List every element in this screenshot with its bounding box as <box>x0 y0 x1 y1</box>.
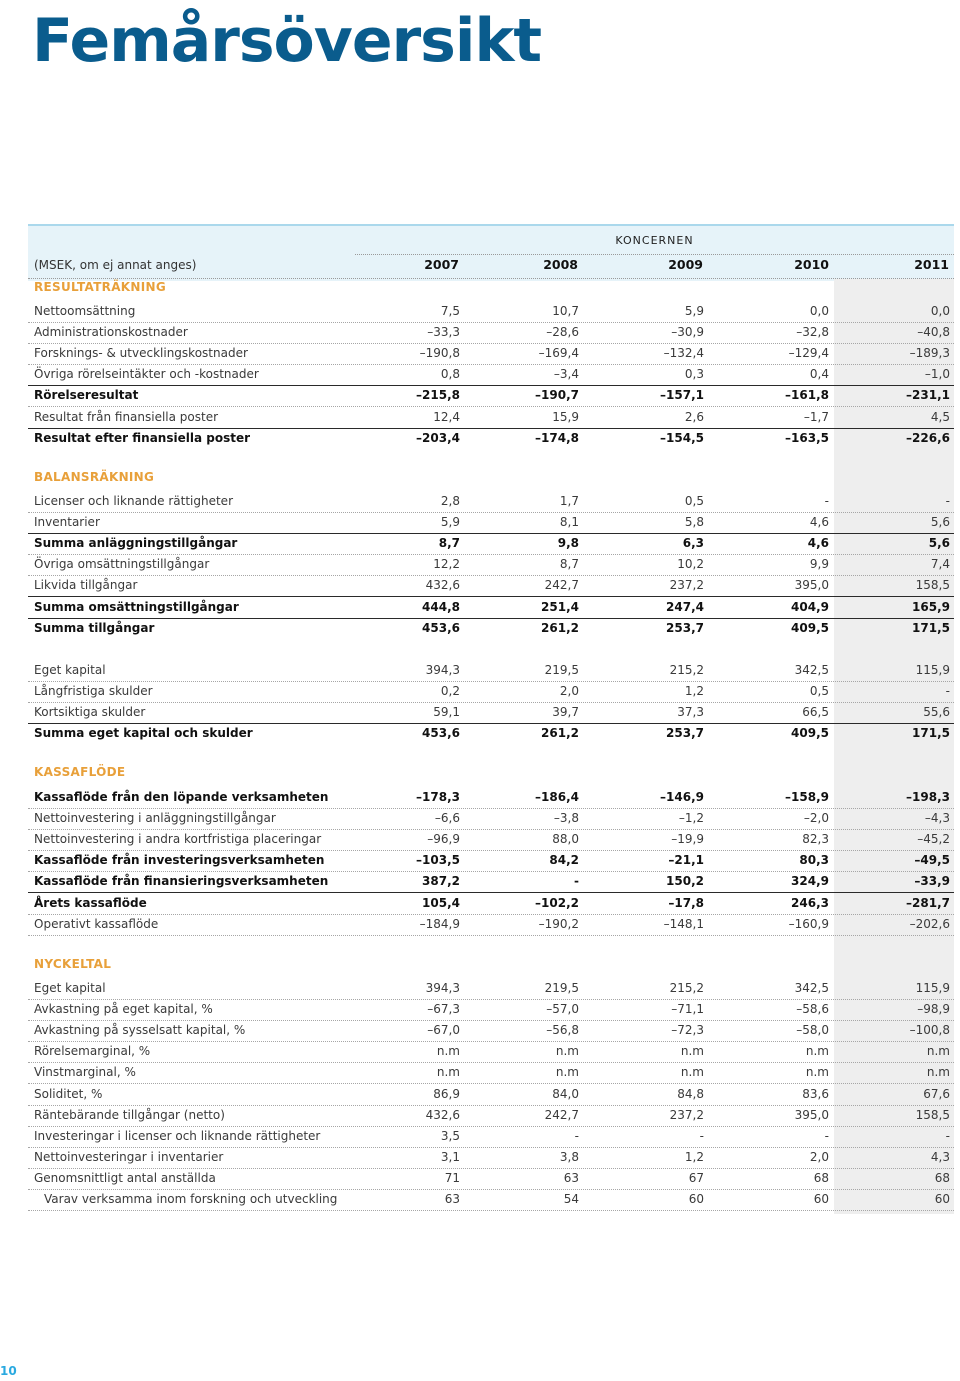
cell-2011: –98,9 <box>917 1002 950 1017</box>
table-row <box>28 385 954 407</box>
cell-2011: 158,5 <box>915 1107 950 1122</box>
cell-2011: 4,5 <box>930 409 950 424</box>
cell-2010: 4,6 <box>809 515 829 530</box>
cell-2009: 37,3 <box>677 705 704 720</box>
table-row <box>28 1168 954 1190</box>
row-label: Resultat efter finansiella poster <box>34 430 250 445</box>
cell-2009: 253,7 <box>666 726 704 741</box>
cell-2007: n.m <box>436 1044 460 1059</box>
year-header-2007: 2007 <box>424 257 459 272</box>
cell-2010: 4,6 <box>807 536 829 551</box>
cell-2007: 86,9 <box>433 1086 460 1101</box>
year-header-2009: 2009 <box>668 257 703 272</box>
cell-2009: –71,1 <box>671 1002 704 1017</box>
cell-2007: –6,6 <box>434 811 460 826</box>
row-label: Kassaflöde från den löpande verksamheten <box>34 790 329 804</box>
row-label: Vinstmarginal, % <box>34 1065 136 1080</box>
cell-2007: 387,2 <box>422 874 460 889</box>
row-label: Avkastning på eget kapital, % <box>34 1002 213 1017</box>
cell-2010: 246,3 <box>791 895 829 910</box>
section-heading-nyckeltal: NYCKELTAL <box>34 957 112 971</box>
cell-2007: –215,8 <box>416 388 460 403</box>
cell-2008: 84,0 <box>552 1086 579 1101</box>
page-title: Femårsöversikt <box>32 6 542 76</box>
cell-2007: 2,8 <box>440 494 460 508</box>
row-label: Investeringar i licenser och liknande rättigheter <box>34 1128 321 1143</box>
cell-2008: –3,4 <box>553 367 579 382</box>
cell-2010: 80,3 <box>799 853 829 868</box>
cell-2008: –3,8 <box>553 811 579 826</box>
table-header-band <box>28 224 954 281</box>
row-label: Varav verksamma inom forskning och utveckling <box>44 1192 338 1206</box>
cell-2010: 342,5 <box>794 663 829 677</box>
page-number: 10 <box>0 1364 17 1378</box>
cell-2007: 453,6 <box>422 620 460 635</box>
cell-2010: 395,0 <box>794 578 829 593</box>
cell-2008: –169,4 <box>538 346 579 361</box>
cell-2011: n.m <box>926 1044 950 1059</box>
cell-2011: 4,3 <box>930 1149 950 1164</box>
cell-2009: –157,1 <box>660 388 704 403</box>
row-label: Övriga rörelseintäkter och -kostnader <box>34 367 259 382</box>
row-label: Forsknings- & utvecklingskostnader <box>34 346 248 361</box>
row-label: Eget kapital <box>34 663 106 677</box>
cell-2007: –67,3 <box>427 1002 460 1017</box>
cell-2008: 9,8 <box>557 536 579 551</box>
cell-2009: 247,4 <box>666 599 704 614</box>
cell-2011: n.m <box>926 1065 950 1080</box>
row-label: Summa omsättningstillgångar <box>34 599 239 614</box>
cell-2011: –40,8 <box>917 325 950 340</box>
row-label: Rörelseresultat <box>34 388 139 403</box>
cell-2010: –129,4 <box>788 346 829 361</box>
table-row <box>28 407 954 429</box>
cell-2010: –32,8 <box>796 325 829 340</box>
cell-2011: –4,3 <box>924 811 950 826</box>
section-heading-balansrakning: BALANSRÄKNING <box>34 470 155 484</box>
cell-2010: - <box>824 1128 829 1143</box>
cell-2008: 63 <box>563 1170 579 1185</box>
table-row <box>28 1126 954 1148</box>
cell-2008: n.m <box>555 1044 579 1059</box>
table-row <box>28 322 954 344</box>
table-row <box>28 618 954 639</box>
cell-2008: 84,2 <box>549 853 579 868</box>
cell-2010: 2,0 <box>809 1149 829 1164</box>
row-label: Långfristiga skulder <box>34 684 153 699</box>
section-heading-resultatrakning: RESULTATRÄKNING <box>34 280 167 294</box>
cell-2009: –72,3 <box>671 1023 704 1038</box>
cell-2010: 409,5 <box>791 726 829 741</box>
cell-2010: 9,9 <box>809 557 829 572</box>
cell-2011: - <box>945 494 950 508</box>
cell-2008: 2,0 <box>559 684 579 699</box>
table-row <box>28 787 954 809</box>
table-row <box>28 999 954 1021</box>
table-row <box>28 871 954 893</box>
cell-2009: 237,2 <box>669 578 704 593</box>
five-year-overview-table <box>28 224 954 1214</box>
cell-2010: 82,3 <box>802 832 829 847</box>
table-row <box>28 1041 954 1063</box>
cell-2009: 60 <box>688 1192 704 1206</box>
cell-2008: 261,2 <box>541 726 579 741</box>
cell-2007: 0,2 <box>440 684 460 699</box>
cell-2009: 253,7 <box>666 620 704 635</box>
row-label: Avkastning på sysselsatt kapital, % <box>34 1023 246 1038</box>
cell-2009: 6,3 <box>682 536 704 551</box>
cell-2011: 68 <box>934 1170 950 1185</box>
cell-2008: –186,4 <box>535 790 579 804</box>
row-label: Nettoinvestering i anläggningstillgångar <box>34 811 276 826</box>
table-row <box>28 850 954 872</box>
cell-2011: –189,3 <box>909 346 950 361</box>
cell-2009: 5,9 <box>684 304 704 318</box>
table-row <box>28 533 954 555</box>
cell-2009: –17,8 <box>668 895 704 910</box>
table-row <box>28 1189 954 1211</box>
cell-2008: n.m <box>555 1065 579 1080</box>
cell-2011: –49,5 <box>914 853 950 868</box>
cell-2009: - <box>699 1128 704 1143</box>
row-label: Årets kassaflöde <box>34 895 147 910</box>
cell-2007: 3,1 <box>440 1149 460 1164</box>
cell-2011: 60 <box>934 1192 950 1206</box>
cell-2009: 5,8 <box>684 515 704 530</box>
row-label: Resultat från finansiella poster <box>34 409 219 424</box>
cell-2011: –45,2 <box>917 832 950 847</box>
cell-2011: –198,3 <box>906 790 950 804</box>
row-label: Summa tillgångar <box>34 620 155 635</box>
cell-2007: 432,6 <box>425 1107 460 1122</box>
cell-2009: –1,2 <box>678 811 704 826</box>
table-row <box>28 978 954 1000</box>
table-row <box>28 1062 954 1084</box>
cell-2007: –33,3 <box>427 325 460 340</box>
cell-2008: –57,0 <box>546 1002 579 1017</box>
cell-2008: 242,7 <box>544 578 579 593</box>
cell-2010: 68 <box>813 1170 829 1185</box>
row-label: Övriga omsättningstillgångar <box>34 557 210 572</box>
cell-2010: –163,5 <box>785 430 829 445</box>
cell-2008: –102,2 <box>535 895 579 910</box>
year-header-2010: 2010 <box>794 257 829 272</box>
cell-2009: –154,5 <box>660 430 704 445</box>
cell-2011: –202,6 <box>909 916 950 931</box>
cell-2010: 83,6 <box>802 1086 829 1101</box>
table-row <box>28 512 954 534</box>
cell-2010: 409,5 <box>791 620 829 635</box>
cell-2010: –158,9 <box>785 790 829 804</box>
table-row <box>28 1105 954 1127</box>
cell-2009: –30,9 <box>671 325 704 340</box>
cell-2007: –190,8 <box>419 346 460 361</box>
cell-2010: –2,0 <box>803 811 829 826</box>
unit-label: (MSEK, om ej annat anges) <box>34 258 197 272</box>
cell-2010: –58,6 <box>796 1002 829 1017</box>
cell-2007: 63 <box>444 1192 460 1206</box>
cell-2008: 251,4 <box>541 599 579 614</box>
table-row <box>28 491 954 513</box>
cell-2009: 1,2 <box>684 684 704 699</box>
cell-2010: 60 <box>813 1192 829 1206</box>
cell-2011: 171,5 <box>912 620 950 635</box>
cell-2008: 88,0 <box>552 832 579 847</box>
group-label-rule <box>355 254 954 255</box>
cell-2008: - <box>574 1128 579 1143</box>
cell-2008: –174,8 <box>535 430 579 445</box>
row-label: Kassaflöde från investeringsverksamheten <box>34 853 325 868</box>
row-label: Kassaflöde från finansieringsverksamheten <box>34 874 329 889</box>
row-label: Inventarier <box>34 515 100 530</box>
table-row <box>28 702 954 724</box>
cell-2011: –281,7 <box>906 895 950 910</box>
row-label: Nettoinvesteringar i inventarier <box>34 1149 224 1164</box>
cell-2008: - <box>574 874 579 889</box>
cell-2007: 3,5 <box>440 1128 460 1143</box>
cell-2007: –178,3 <box>416 790 460 804</box>
cell-2009: 237,2 <box>669 1107 704 1122</box>
cell-2007: 453,6 <box>422 726 460 741</box>
cell-2007: 432,6 <box>425 578 460 593</box>
cell-2010: 342,5 <box>794 981 829 995</box>
header-rule <box>28 278 954 279</box>
cell-2011: 171,5 <box>912 726 950 741</box>
cell-2008: –190,2 <box>538 916 579 931</box>
cell-2011: - <box>945 684 950 699</box>
cell-2009: 84,8 <box>677 1086 704 1101</box>
cell-2007: 394,3 <box>425 663 460 677</box>
row-label: Likvida tillgångar <box>34 578 138 593</box>
table-row <box>28 1147 954 1169</box>
cell-2010: 66,5 <box>802 705 829 720</box>
table-row <box>28 723 954 744</box>
cell-2011: 165,9 <box>912 599 950 614</box>
cell-2011: 0,0 <box>930 304 950 318</box>
cell-2008: –190,7 <box>535 388 579 403</box>
table-row <box>28 301 954 323</box>
cell-2009: 0,5 <box>684 494 704 508</box>
cell-2009: 215,2 <box>669 981 704 995</box>
cell-2008: 39,7 <box>552 705 579 720</box>
cell-2007: –103,5 <box>416 853 460 868</box>
cell-2009: 1,2 <box>684 1149 704 1164</box>
cell-2007: 71 <box>444 1170 460 1185</box>
cell-2011: 67,6 <box>923 1086 950 1101</box>
cell-2010: - <box>824 494 829 508</box>
row-label: Genomsnittligt antal anställda <box>34 1170 216 1185</box>
year-header-2011: 2011 <box>914 257 949 272</box>
cell-2010: 0,0 <box>809 304 829 318</box>
cell-2011: 5,6 <box>928 536 950 551</box>
table-row <box>28 343 954 365</box>
cell-2011: –33,9 <box>914 874 950 889</box>
cell-2010: 0,4 <box>809 367 829 382</box>
cell-2008: 15,9 <box>552 409 579 424</box>
table-row <box>28 1020 954 1042</box>
cell-2007: 7,5 <box>440 304 460 318</box>
cell-2008: 219,5 <box>544 981 579 995</box>
cell-2010: –160,9 <box>788 916 829 931</box>
cell-2007: –96,9 <box>427 832 460 847</box>
cell-2011: 115,9 <box>915 663 950 677</box>
cell-2009: –146,9 <box>660 790 704 804</box>
table-row <box>28 597 954 619</box>
cell-2007: 8,7 <box>438 536 460 551</box>
table-row <box>28 829 954 851</box>
cell-2008: 1,7 <box>559 494 579 508</box>
cell-2007: 12,2 <box>433 557 460 572</box>
cell-2010: –161,8 <box>785 388 829 403</box>
cell-2011: –226,6 <box>906 430 950 445</box>
cell-2007: –184,9 <box>419 916 460 931</box>
cell-2008: 8,7 <box>559 557 579 572</box>
cell-2011: 158,5 <box>915 578 950 593</box>
cell-2007: 444,8 <box>422 599 460 614</box>
row-label: Summa eget kapital och skulder <box>34 726 253 741</box>
table-row <box>28 428 954 449</box>
cell-2010: n.m <box>805 1044 829 1059</box>
cell-2007: 5,9 <box>440 515 460 530</box>
cell-2011: 5,6 <box>930 515 950 530</box>
cell-2009: n.m <box>680 1044 704 1059</box>
table-row <box>28 681 954 703</box>
row-label: Soliditet, % <box>34 1086 103 1101</box>
cell-2009: 0,3 <box>684 367 704 382</box>
section-heading-kassaflode: KASSAFLÖDE <box>34 765 126 779</box>
cell-2008: 219,5 <box>544 663 579 677</box>
cell-2009: 10,2 <box>677 557 704 572</box>
cell-2007: –203,4 <box>416 430 460 445</box>
cell-2011: –1,0 <box>924 367 950 382</box>
row-label: Kortsiktiga skulder <box>34 705 146 720</box>
table-row <box>28 914 954 936</box>
cell-2011: 115,9 <box>915 981 950 995</box>
table-row <box>28 660 954 682</box>
cell-2009: 2,6 <box>684 409 704 424</box>
cell-2010: 395,0 <box>794 1107 829 1122</box>
row-label: Summa anläggningstillgångar <box>34 536 238 551</box>
row-label: Operativt kassaflöde <box>34 916 159 931</box>
row-label: Administrationskostnader <box>34 325 188 340</box>
cell-2007: 12,4 <box>433 409 460 424</box>
cell-2011: 7,4 <box>930 557 950 572</box>
cell-2010: n.m <box>805 1065 829 1080</box>
cell-2009: 150,2 <box>666 874 704 889</box>
table-row <box>28 893 954 915</box>
cell-2007: 59,1 <box>433 705 460 720</box>
cell-2011: - <box>945 1128 950 1143</box>
year-header-2008: 2008 <box>543 257 578 272</box>
group-label: KONCERNEN <box>615 234 694 247</box>
cell-2008: 10,7 <box>552 304 579 318</box>
table-row <box>28 554 954 576</box>
table-row <box>28 808 954 830</box>
cell-2008: 3,8 <box>559 1149 579 1164</box>
cell-2010: 404,9 <box>791 599 829 614</box>
cell-2010: 0,5 <box>809 684 829 699</box>
row-label: Nettoomsättning <box>34 304 136 318</box>
cell-2008: 54 <box>563 1192 579 1206</box>
cell-2007: 105,4 <box>422 895 460 910</box>
row-label: Räntebärande tillgångar (netto) <box>34 1107 225 1122</box>
table-row <box>28 575 954 597</box>
cell-2010: 324,9 <box>791 874 829 889</box>
cell-2009: –21,1 <box>668 853 704 868</box>
cell-2010: –58,0 <box>796 1023 829 1038</box>
cell-2009: 67 <box>688 1170 704 1185</box>
cell-2008: –28,6 <box>546 325 579 340</box>
cell-2007: 0,8 <box>440 367 460 382</box>
cell-2010: –1,7 <box>803 409 829 424</box>
row-label: Nettoinvestering i andra kortfristiga placeringar <box>34 832 322 847</box>
cell-2008: 8,1 <box>559 515 579 530</box>
cell-2007: –67,0 <box>427 1023 460 1038</box>
cell-2011: –100,8 <box>909 1023 950 1038</box>
cell-2009: –19,9 <box>671 832 704 847</box>
cell-2007: 394,3 <box>425 981 460 995</box>
cell-2009: 215,2 <box>669 663 704 677</box>
cell-2009: n.m <box>680 1065 704 1080</box>
table-row <box>28 364 954 386</box>
cell-2008: 261,2 <box>541 620 579 635</box>
table-row <box>28 1084 954 1106</box>
row-label: Licenser och liknande rättigheter <box>34 494 234 508</box>
cell-2009: –132,4 <box>663 346 704 361</box>
cell-2009: –148,1 <box>663 916 704 931</box>
row-label: Rörelsemarginal, % <box>34 1044 151 1059</box>
cell-2008: –56,8 <box>546 1023 579 1038</box>
cell-2008: 242,7 <box>544 1107 579 1122</box>
row-label: Eget kapital <box>34 981 106 995</box>
cell-2007: n.m <box>436 1065 460 1080</box>
cell-2011: 55,6 <box>923 705 950 720</box>
cell-2011: –231,1 <box>906 388 950 403</box>
